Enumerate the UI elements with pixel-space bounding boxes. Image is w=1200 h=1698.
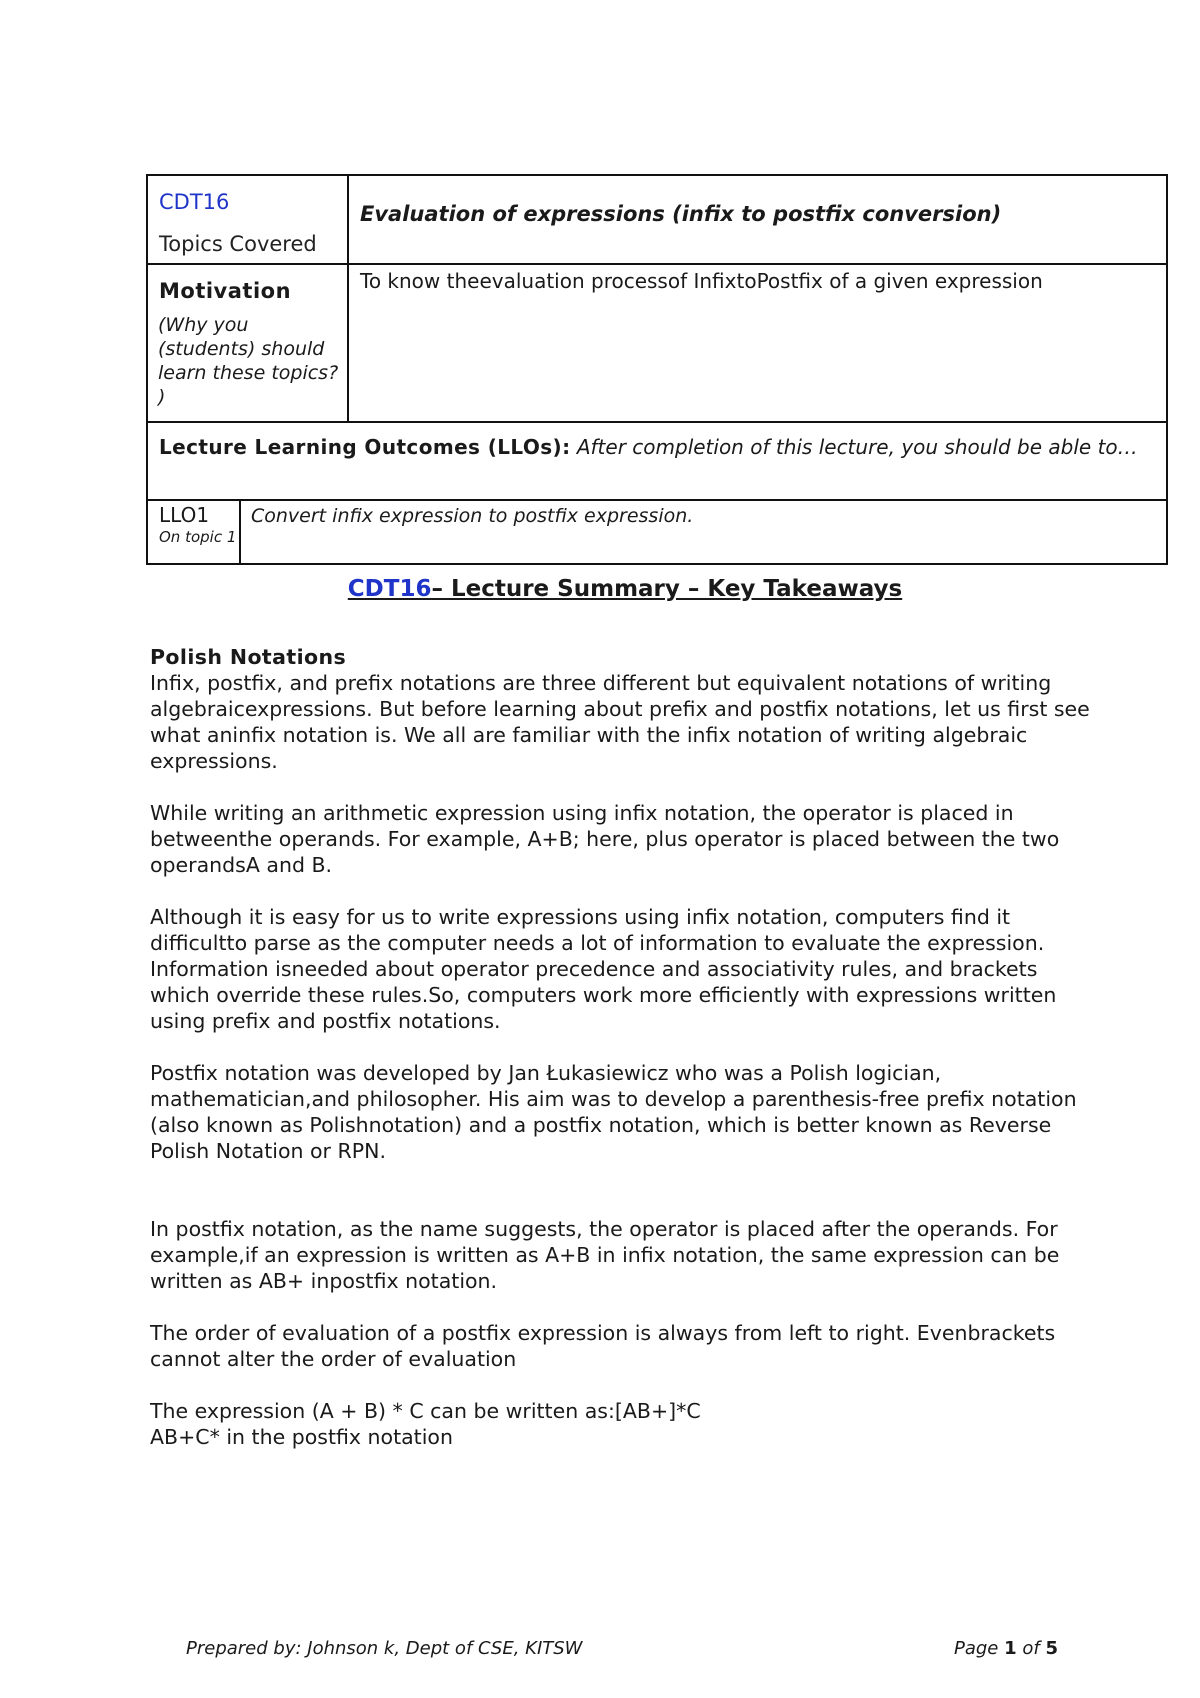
paragraph-5: In postfix notation, as the name suggests, the operator is placed after the operands. For example,if an expression is written as A+B in infix notation, the same expression can be written as AB+ inpostfix notation.	[150, 1217, 1060, 1293]
page-total: 5	[1045, 1638, 1059, 1659]
of-word: of	[1022, 1638, 1040, 1659]
llo-intro: After completion of this lecture, you should be able to…	[576, 435, 1138, 459]
section-title: Polish Notations	[150, 645, 347, 669]
summary-title: – Lecture Summary – Key Takeaways	[431, 576, 903, 602]
motivation-label-cell	[147, 264, 348, 422]
topics-covered-label: Topics Covered	[159, 232, 317, 256]
paragraph-4: Postfix notation was developed by Jan Łukasiewicz who was a Polish logician, mathematician,and philosopher. His aim was to develop a parenthesis-free prefix notation (also known as Polishnotation) and a postfix notation, which is better known as Reverse Polish Notation or RPN.	[150, 1061, 1077, 1163]
course-code: CDT16	[159, 190, 230, 214]
motivation-row	[147, 264, 1167, 422]
motivation-text: To know theevaluation processof InfixtoPostfix of a given expression	[360, 269, 1043, 293]
lecture-info-table	[146, 174, 1168, 565]
topic-title: Evaluation of expressions (infix to postfix conversion)	[360, 202, 1002, 226]
llo-heading: Lecture Learning Outcomes (LLOs):	[159, 435, 571, 459]
footer-prepared-by: Prepared by: Johnson k, Dept of CSE, KITSW	[186, 1638, 583, 1659]
paragraph-6: The order of evaluation of a postfix expression is always from left to right. Evenbrackets cannot alter the order of evaluation	[150, 1321, 1056, 1371]
motivation-question: (Why you (students) should learn these topics? )	[158, 314, 339, 408]
paragraph-3: Although it is easy for us to write expressions using infix notation, computers find it difficultto parse as the computer needs a lot of information to evaluate the expression. Information isneeded about operator precedence and associativity rules, and brackets which override these rules.So, computers work more efficiently with expressions written using prefix and postfix notations.	[150, 905, 1057, 1033]
llo-heading-row	[147, 422, 1167, 500]
summary-course-code: CDT16	[347, 576, 432, 602]
paragraph-2: While writing an arithmetic expression using infix notation, the operator is placed in betweenthe operands. For example, A+B; here, plus operator is placed between the two operandsA and B.	[150, 801, 1060, 877]
llo1-topic-ref: On topic 1	[159, 528, 237, 546]
topic-label-cell	[147, 175, 348, 264]
topic-row	[147, 175, 1167, 264]
motivation-text-cell	[348, 264, 1167, 422]
summary-heading	[0, 576, 1200, 602]
llo1-row	[147, 500, 1167, 564]
topic-title-cell	[348, 175, 1167, 264]
llo-heading-cell	[147, 422, 1167, 500]
footer-page-number	[954, 1638, 1058, 1659]
paragraph-7-line-1: The expression (A + B) * C can be written as:[AB+]*C	[150, 1399, 701, 1423]
page-current: 1	[1004, 1638, 1017, 1659]
llo1-label-cell	[147, 500, 240, 564]
llo1-text: Convert infix expression to postfix expression.	[251, 505, 694, 527]
page-word: Page	[954, 1638, 999, 1659]
lecture-summary-body	[150, 644, 1100, 1450]
paragraph-7-line-2: AB+C* in the postfix notation	[150, 1425, 453, 1449]
llo1-text-cell	[240, 500, 1167, 564]
paragraph-1: Infix, postfix, and prefix notations are three different but equivalent notations of writing algebraicexpressions. But before learning about prefix and postfix notations, let us first see what aninfix notation is. We all are familiar with the infix notation of writing algebraic expressions.	[150, 671, 1090, 773]
llo1-label: LLO1	[159, 503, 210, 527]
motivation-label: Motivation	[159, 279, 292, 303]
